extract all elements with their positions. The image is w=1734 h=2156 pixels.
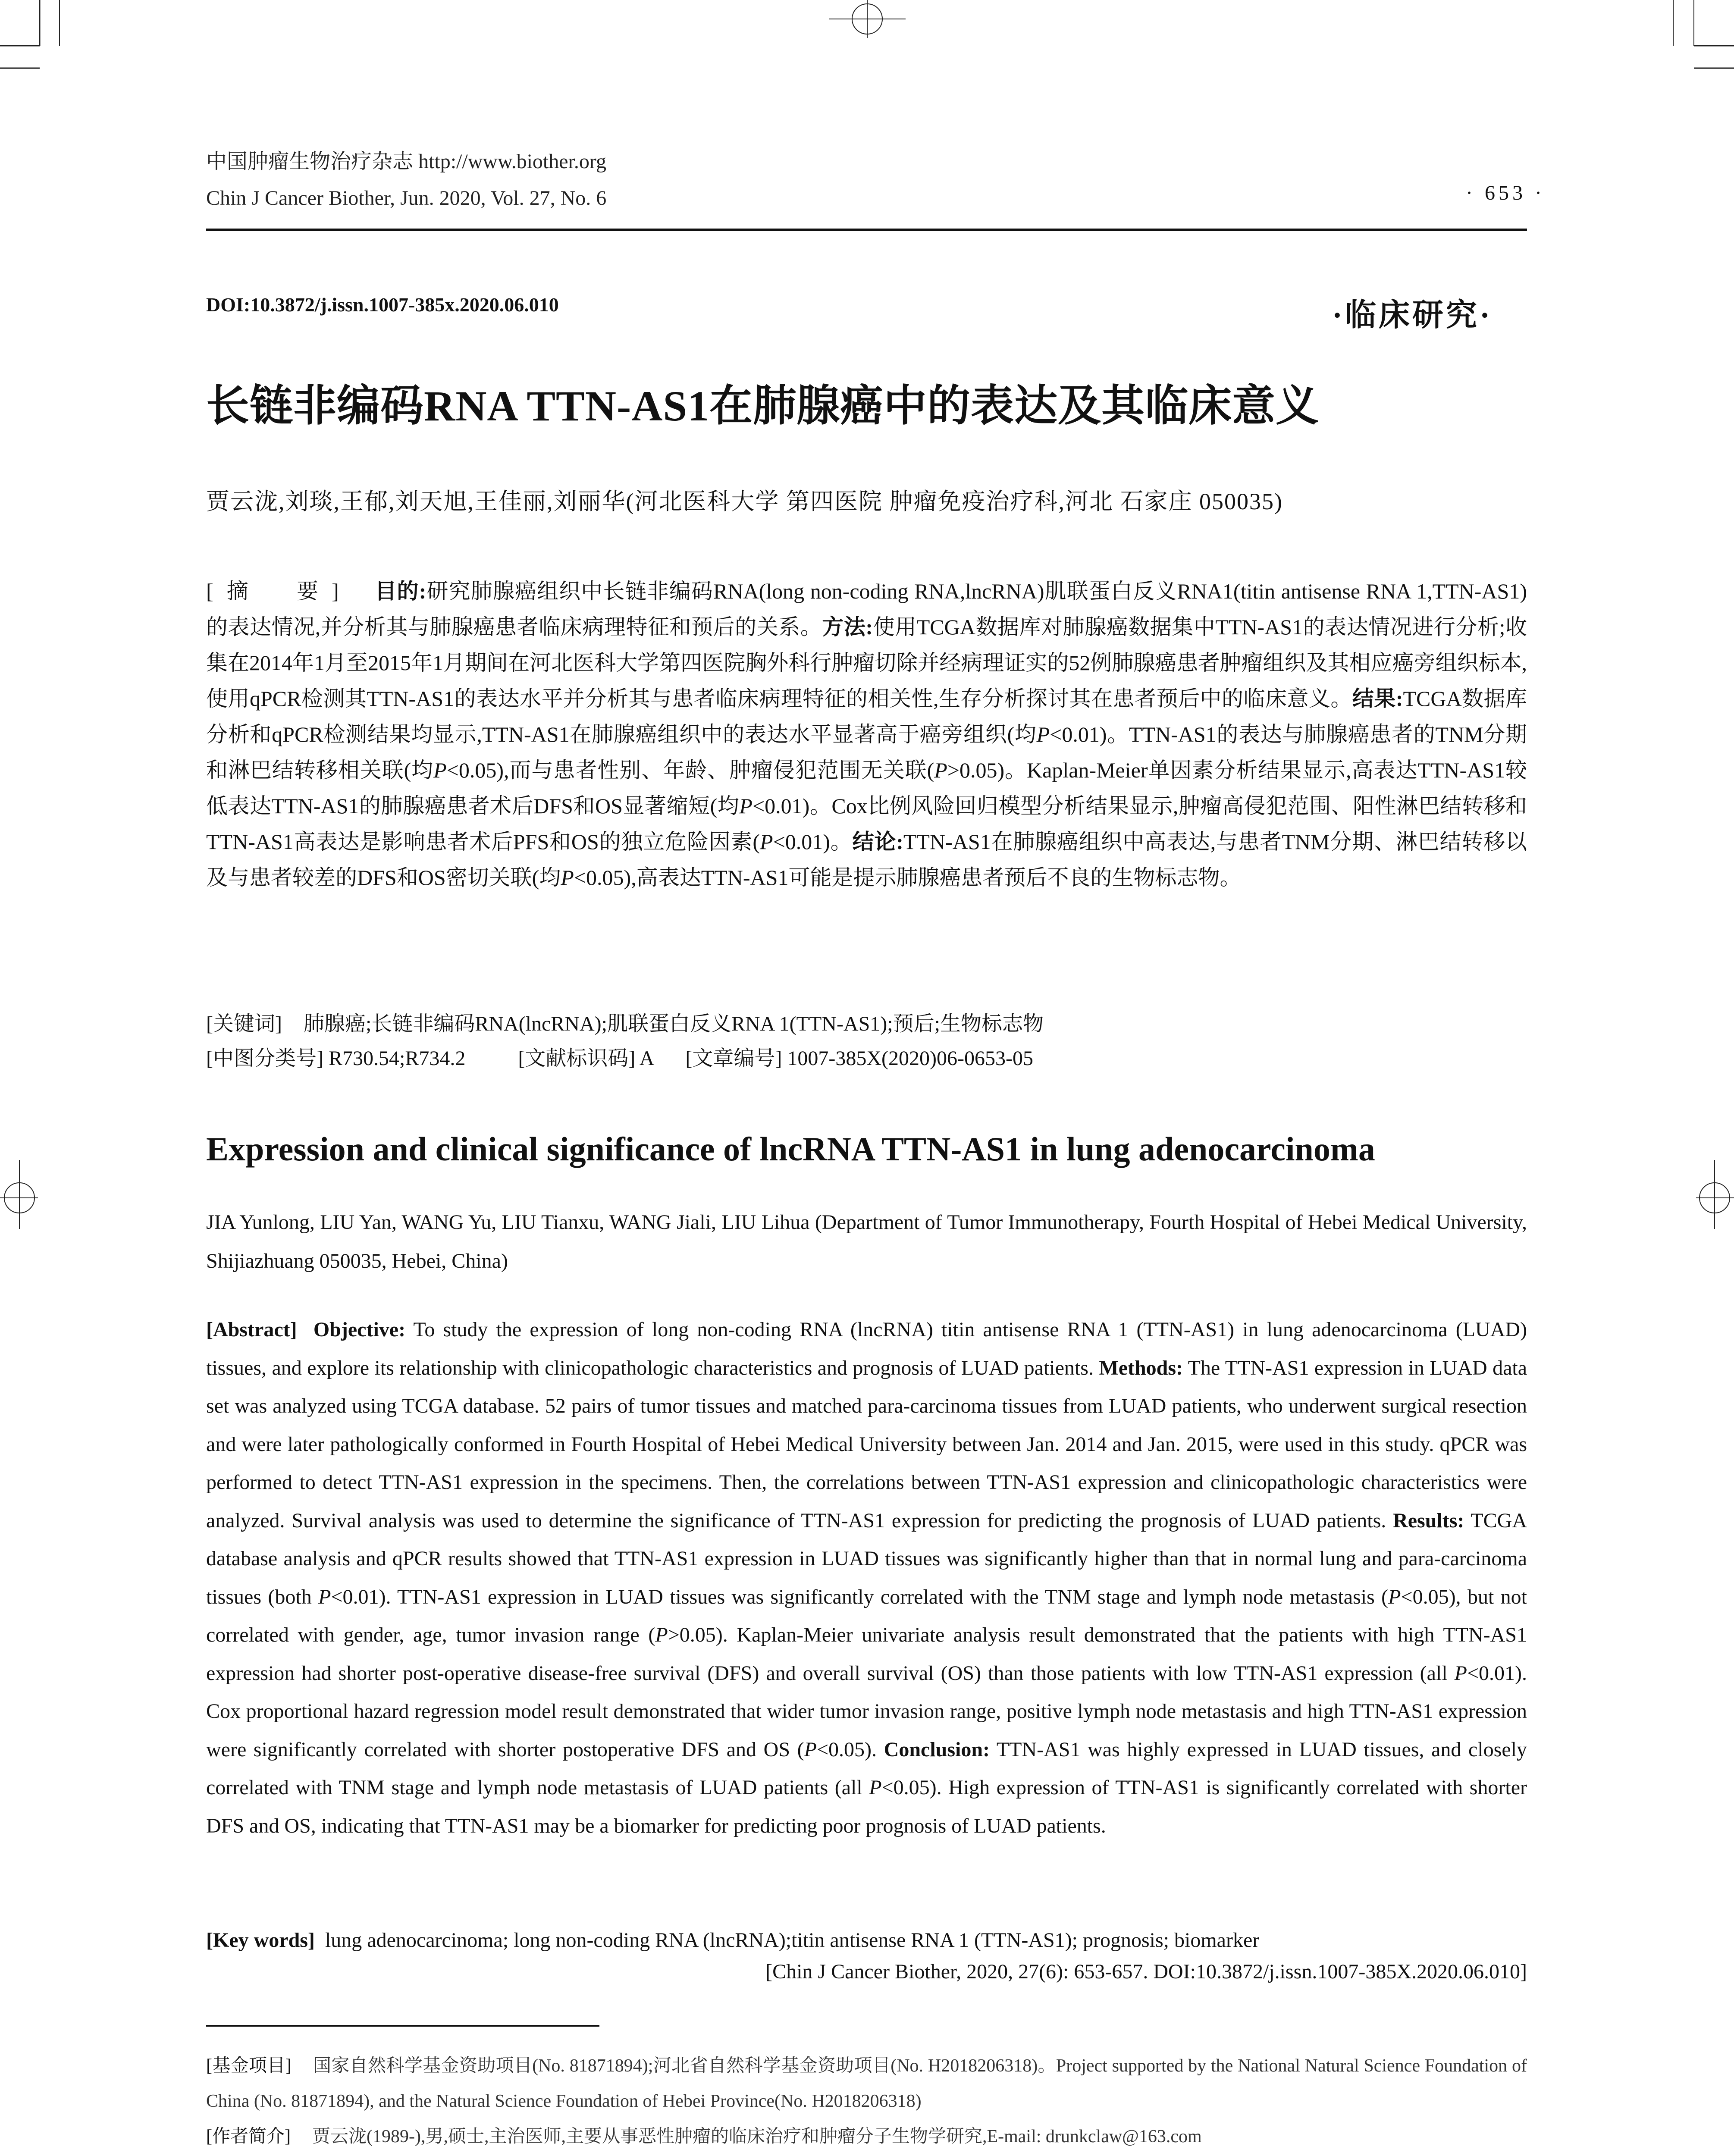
conclusion-en-part: TTN-AS1 was highly expressed in LUAD tissues, and closely correlated with TNM stage and lymph node metastasis of LUAD patients (all <box>206 1738 1527 1799</box>
conclusion-en-part: <0.05). High expression of TTN-AS1 is significantly correlated with shorter DFS and OS, indicating that TTN-AS1 may be a biomarker for predicting poor prognosis of LUAD patients. <box>206 1776 1527 1837</box>
abstract-en-label: [Abstract] <box>206 1318 297 1341</box>
methods-cn: 使用TCGA数据库对肺腺癌数据集中TTN-AS1的表达情况进行分析;收集在2014年1月至2015年1月期间在河北医科大学第四医院胸外科行肿瘤切除并经病理证实的52例肺腺癌患者肿瘤组织及其相应癌旁组织标本,使用qPCR检测其TTN-AS1的表达水平并分析其与患者临床病理特征的相关性,生存分析探讨其在患者预后中的临床意义。 <box>206 615 1527 711</box>
conclusion-cn-part: TTN-AS1在肺腺癌组织中高表达,与患者TNM分期、淋巴结转移以及与患者较差的DFS和OS密切关联(均 <box>206 830 1527 890</box>
results-cn-part: <0.01)。 <box>773 830 853 854</box>
journal-name-cn: 中国肿瘤生物治疗杂志 <box>206 150 414 173</box>
keywords-cn <box>206 1007 1527 1041</box>
author-bio-text: 贾云泷(1989-),男,硕士,主治医师,主要从事恶性肿瘤的临床治疗和肿瘤分子生物学研究,E-mail: drunkclaw@163.com <box>312 2127 1202 2147</box>
doc-code-value: A <box>639 1047 655 1070</box>
running-header-issue: Chin J Cancer Biother, Jun. 2020, Vol. 27, No. 6 <box>206 187 607 210</box>
article-no-label: [文章编号] <box>685 1047 782 1070</box>
journal-url[interactable]: http://www.biother.org <box>418 150 606 173</box>
objective-cn: 研究肺腺癌组织中长链非编码RNA(long non-coding RNA,lncRNA)肌联蛋白反义RNA1(titin antisense RNA 1,TTN-AS1)的表达情况,并分析其与肺腺癌患者临床病理特征和预后的关系。 <box>206 579 1527 639</box>
p-value-symbol: P <box>739 794 753 818</box>
methods-label-cn: 方法: <box>822 615 873 639</box>
doi[interactable]: DOI:10.3872/j.issn.1007-385x.2020.06.010 <box>206 294 559 316</box>
results-en-part: <0.01). TTN-AS1 expression in LUAD tissues was significantly correlated with the TNM stage and lymph node metastasis ( <box>331 1585 1389 1608</box>
p-value-symbol: P <box>433 758 447 782</box>
footnote-author-bio <box>206 2119 1527 2154</box>
results-cn-part: >0.05)。Kaplan-Meier单因素分析结果显示,高表达TTN-AS1较低表达TTN-AS1的肺腺癌患者术后DFS和OS显著缩短(均 <box>206 758 1527 818</box>
p-value-symbol: P <box>318 1585 331 1608</box>
p-value-symbol: P <box>934 758 947 782</box>
keywords-en-label: [Key words] <box>206 1929 315 1952</box>
p-value-symbol: P <box>561 865 574 890</box>
conclusion-cn-part: <0.05),高表达TTN-AS1可能是提示肺腺癌患者预后不良的生物标志物。 <box>574 865 1242 890</box>
crop-mark-top-right <box>1673 0 1734 68</box>
title-en: Expression and clinical significance of lncRNA TTN-AS1 in lung adenocarcinoma <box>206 1130 1375 1168</box>
methods-label-en: Methods: <box>1099 1356 1183 1379</box>
page-number: · 653 · <box>1466 182 1545 204</box>
keywords-cn-label: [关键词] <box>206 1012 282 1035</box>
results-cn-part: <0.05),而与患者性别、年龄、肿瘤侵犯范围无关联( <box>446 758 934 782</box>
doc-code-label: [文献标识码] <box>518 1047 636 1070</box>
clc-label: [中图分类号] <box>206 1047 323 1070</box>
objective-en: To study the expression of long non-coding RNA (lncRNA) titin antisense RNA 1 (TTN-AS1) in lung adenocarcinoma (LUAD) tissues, and explore its relationship with clinicopathologic characteristics and prognosis of LUAD patients. <box>206 1318 1527 1379</box>
registration-target-left <box>0 1160 38 1229</box>
page-number-value: 653 <box>1485 182 1527 204</box>
keywords-cn-text: 肺腺癌;长链非编码RNA(lncRNA);肌联蛋白反义RNA 1(TTN-AS1);预后;生物标志物 <box>303 1012 1044 1035</box>
footnote-corresponding <box>206 2154 1527 2156</box>
results-en-part: <0.05). <box>816 1738 877 1761</box>
results-label-en: Results: <box>1393 1509 1464 1532</box>
abstract-cn-label: [摘 要] <box>206 579 352 603</box>
results-label-cn: 结果: <box>1352 686 1403 711</box>
conclusion-label-cn: 结论: <box>852 830 903 854</box>
objective-label-en: Objective: <box>313 1318 406 1341</box>
footnotes <box>206 2048 1527 2156</box>
results-en-part: <0.01). Cox proportional hazard regression model result demonstrated that wider tumor invasion range, positive lymph node metastasis and high TTN-AS1 expression were significantly correlated with shorter postoperative DFS and OS ( <box>206 1661 1527 1761</box>
conclusion-label-en: Conclusion: <box>884 1738 990 1761</box>
abstract-cn <box>206 573 1527 896</box>
methods-en: The TTN-AS1 expression in LUAD data set was analyzed using TCGA database. 52 pairs of tumor tissues and matched para-carcinoma tissues from LUAD patients, who underwent surgical resection and were later pathologically conformed in Fourth Hospital of Hebei Medical University between Jan. 2014 and Jan. 2015, were used in this study. qPCR was performed to detect TTN-AS1 expression in the specimens. Then, the correlations between TTN-AS1 expression and clinicopathologic characteristics were analyzed. Survival analysis was used to determine the significance of TTN-AS1 expression for predicting the prognosis of LUAD patients. <box>206 1356 1527 1532</box>
results-cn-part: <0.01)。Cox比例风险回归模型分析结果显示,肿瘤高侵犯范围、阳性淋巴结转移和TTN-AS1高表达是影响患者术后PFS和OS的独立危险因素( <box>206 794 1527 854</box>
results-cn-part: <0.01)。TTN-AS1的表达与肺腺癌患者的TNM分期和淋巴结转移相关联(均 <box>206 722 1527 782</box>
objective-label-cn: 目的: <box>375 579 426 603</box>
footnote-funding <box>206 2048 1527 2119</box>
clc-value: R730.54;R734.2 <box>328 1047 466 1070</box>
results-en-part: TCGA database analysis and qPCR results showed that TTN-AS1 expression in LUAD tissues was significantly higher than that in normal lung and para-carcinoma tissues (both <box>206 1509 1527 1608</box>
p-value-symbol: P <box>655 1623 668 1646</box>
keywords-en-text: lung adenocarcinoma; long non-coding RNA (lncRNA);titin antisense RNA 1 (TTN-AS1); prognosis; biomarker <box>325 1929 1260 1952</box>
results-en-part: <0.05), but not correlated with gender, age, tumor invasion range ( <box>206 1585 1527 1646</box>
footnote-rule <box>206 2025 599 2027</box>
classification-cn <box>206 1044 1527 1074</box>
funding-label: [基金项目] <box>206 2056 292 2076</box>
results-en-part: >0.05). Kaplan-Meier univariate analysis result demonstrated that the patients with high TTN-AS1 expression had shorter post-operative disease-free survival (DFS) and overall survival (OS) than those patients with low TTN-AS1 expression (all <box>206 1623 1527 1685</box>
crop-mark-top-left <box>0 0 60 68</box>
p-value-symbol: P <box>869 1776 882 1799</box>
registration-target-right <box>1696 1160 1734 1229</box>
title-cn: 长链非编码RNA TTN-AS1在肺腺癌中的表达及其临床意义 <box>206 382 1320 430</box>
p-value-symbol: P <box>1036 722 1050 746</box>
authors-cn: 贾云泷,刘琰,王郁,刘天旭,王佳丽,刘丽华(河北医科大学 第四医院 肿瘤免疫治疗科,河北 石家庄 050035) <box>206 489 1283 514</box>
results-cn-part: TCGA数据库分析和qPCR检测结果均显示,TTN-AS1在肺腺癌组织中的表达水平显著高于癌旁组织(均 <box>206 686 1527 746</box>
registration-target-top <box>829 0 906 38</box>
p-value-symbol: P <box>760 830 773 854</box>
keywords-en <box>206 1923 1527 1958</box>
article-no-value: 1007-385X(2020)06-0653-05 <box>787 1047 1033 1070</box>
p-value-symbol: P <box>1454 1661 1467 1685</box>
funding-text: 国家自然科学基金资助项目(No. 81871894);河北省自然科学基金资助项目(No. H2018206318)。Project supported by the National Natural Science Foundation of China (No. 81871894), and the Natural Science Foundation of Hebei Province(No. H2018206318) <box>206 2056 1527 2111</box>
p-value-symbol: P <box>804 1738 817 1761</box>
column-tag: ·临床研究· <box>1332 298 1493 332</box>
author-bio-label: [作者简介] <box>206 2127 291 2147</box>
abstract-en <box>206 1311 1527 1845</box>
header-rule <box>206 229 1527 231</box>
p-value-symbol: P <box>1388 1585 1401 1608</box>
citation-en: [Chin J Cancer Biother, 2020, 27(6): 653-657. DOI:10.3872/j.issn.1007-385X.2020.06.010] <box>765 1960 1527 1983</box>
running-header-journal <box>206 149 606 175</box>
authors-en: JIA Yunlong, LIU Yan, WANG Yu, LIU Tianxu, WANG Jiali, LIU Lihua (Department of Tumor Immunotherapy, Fourth Hospital of Hebei Medical University, Shijiazhuang 050035, Hebei, China) <box>206 1211 1527 1272</box>
